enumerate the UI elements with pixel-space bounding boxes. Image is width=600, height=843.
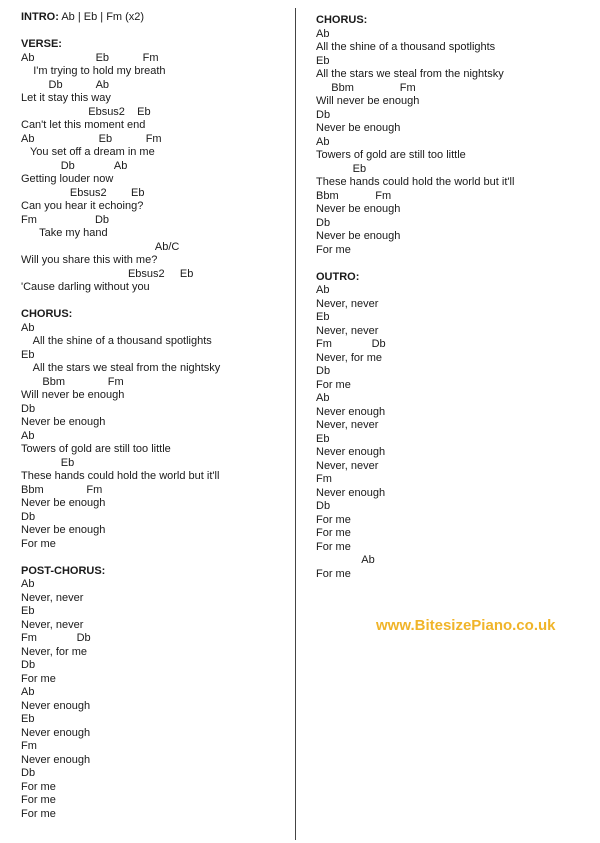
intro-label: INTRO: — [21, 11, 59, 23]
lyric-line: For me — [316, 513, 351, 526]
lyric-line: Never, never — [316, 419, 379, 431]
lyric-line: Will never be enough — [316, 95, 420, 107]
chord-line: Eb — [21, 456, 75, 469]
lyric-line: Never, never — [316, 324, 379, 337]
lyric-line: Never, never — [21, 618, 84, 631]
chord-line: Fm — [316, 473, 332, 485]
blank-line — [21, 295, 291, 309]
lyric-line: For me — [21, 780, 56, 793]
chord-line: Db — [316, 365, 331, 377]
website-watermark[interactable]: www.BitesizePiano.co.uk — [376, 617, 556, 634]
lyric-line: Take my hand — [21, 227, 108, 239]
lyric-line: Never enough — [316, 486, 386, 499]
lyric-line: Never enough — [316, 446, 386, 458]
section-heading: POST-CHORUS: — [21, 564, 106, 577]
lyric-line: All the stars we steal from the nightsky — [21, 362, 221, 374]
lyric-line: For me — [316, 527, 351, 539]
chord-line: Ab — [316, 135, 330, 148]
left-column — [21, 11, 291, 821]
chord-line: Ab Eb Fm — [21, 51, 159, 64]
lyric-line: Will never be enough — [21, 389, 125, 401]
intro-line — [21, 11, 291, 25]
lyric-line: Can you hear it echoing? — [21, 200, 144, 212]
chord-line: Fm Db — [316, 338, 386, 350]
lyric-line: All the shine of a thousand spotlights — [21, 335, 212, 347]
lyric-line: For me — [21, 807, 56, 820]
lyric-line: Never enough — [316, 405, 386, 418]
chord-line: Db — [316, 500, 331, 512]
chord-line: Db Ab — [21, 159, 128, 172]
chord-line: Ab — [21, 321, 35, 334]
section-heading: CHORUS: — [316, 14, 368, 26]
chord-line: Eb — [316, 54, 330, 67]
lyric-line: Never be enough — [316, 203, 401, 215]
lyric-line: Will you share this with me? — [21, 254, 158, 266]
chord-line: Ab — [316, 27, 330, 40]
chord-line: Eb — [316, 162, 367, 175]
chord-line: Db — [21, 402, 36, 415]
lyric-line: 'Cause darling without you — [21, 281, 150, 293]
lyric-line: For me — [316, 378, 351, 391]
lyric-line: Never, never — [21, 591, 84, 604]
chord-line: Ab — [21, 578, 35, 590]
chord-line: Ab — [316, 284, 330, 296]
lyric-line: These hands could hold the world but it'll — [21, 470, 220, 482]
chord-line: Ebsus2 Eb — [21, 186, 145, 199]
chord-line: Fm Db — [21, 213, 110, 226]
right-column — [316, 14, 586, 581]
lyric-line: Never, never — [316, 297, 379, 310]
chord-line: Db Ab — [21, 78, 110, 91]
lyric-line: For me — [316, 243, 351, 256]
lyric-line: Let it stay this way — [21, 92, 111, 104]
chord-line: Fm Db — [21, 632, 91, 644]
chord-line: Ab — [316, 554, 375, 566]
chord-line: Ebsus2 Eb — [21, 267, 194, 280]
chord-line: Ab — [316, 392, 330, 404]
blank-line — [21, 551, 291, 565]
lyric-line: Never enough — [21, 726, 91, 739]
lyric-line: Never be enough — [316, 230, 401, 242]
chord-line: Bbm Fm — [316, 81, 416, 94]
lyric-line: Towers of gold are still too little — [316, 149, 466, 161]
lyric-line: Never enough — [21, 699, 91, 712]
lyric-line: You set off a dream in me — [21, 146, 155, 158]
intro-chords: Ab | Eb | Fm (x2) — [58, 11, 145, 23]
blank-line — [316, 257, 586, 271]
chord-line: Eb — [21, 348, 35, 361]
lyric-line: For me — [21, 672, 56, 685]
chord-line: Ab — [21, 686, 35, 698]
chord-line: Bbm Fm — [21, 483, 103, 496]
chord-line: Db — [21, 659, 36, 671]
chord-line: Fm — [21, 740, 37, 752]
chord-line: Eb — [316, 311, 330, 323]
chord-line: Ab Eb Fm — [21, 132, 162, 145]
lyric-line: Never, for me — [21, 645, 88, 658]
lyric-line: Towers of gold are still too little — [21, 443, 171, 455]
chord-line: Eb — [316, 432, 330, 445]
chord-line: Bbm Fm — [21, 375, 124, 388]
lyric-line: Can't let this moment end — [21, 119, 146, 131]
column-divider — [295, 8, 296, 840]
chord-line: Db — [21, 767, 36, 779]
lyric-line: All the shine of a thousand spotlights — [316, 41, 496, 53]
lyric-line: Never be enough — [21, 524, 106, 536]
lyric-line: For me — [21, 794, 56, 806]
lyric-line: I'm trying to hold my breath — [21, 65, 166, 77]
lyric-line: These hands could hold the world but it'll — [316, 176, 515, 188]
lyric-line: All the stars we steal from the nightsky — [316, 68, 504, 80]
chord-line: Bbm Fm — [316, 189, 392, 202]
chord-line: Db — [21, 510, 36, 523]
lyric-line: Never, never — [316, 459, 379, 472]
lyric-line: Never enough — [21, 753, 91, 766]
chord-line: Db — [316, 108, 331, 121]
lyric-line: Getting louder now — [21, 173, 114, 185]
chord-line: Ab/C — [21, 240, 180, 253]
lyric-line: For me — [316, 567, 351, 580]
lyric-line: For me — [316, 540, 351, 553]
section-heading: CHORUS: — [21, 308, 73, 320]
chord-line: Eb — [21, 713, 35, 725]
lyric-line: Never, for me — [316, 351, 383, 364]
chord-line: Eb — [21, 605, 35, 617]
blank-line — [21, 25, 291, 39]
chord-line: Db — [316, 216, 331, 229]
chord-line: Ab — [21, 429, 35, 442]
lyric-line: For me — [21, 537, 56, 550]
section-heading: VERSE: — [21, 38, 62, 50]
lyric-line: Never be enough — [316, 122, 401, 134]
section-heading: OUTRO: — [316, 270, 360, 283]
lyric-line: Never be enough — [21, 497, 106, 509]
chord-line: Ebsus2 Eb — [21, 105, 151, 118]
lyric-line: Never be enough — [21, 416, 106, 428]
